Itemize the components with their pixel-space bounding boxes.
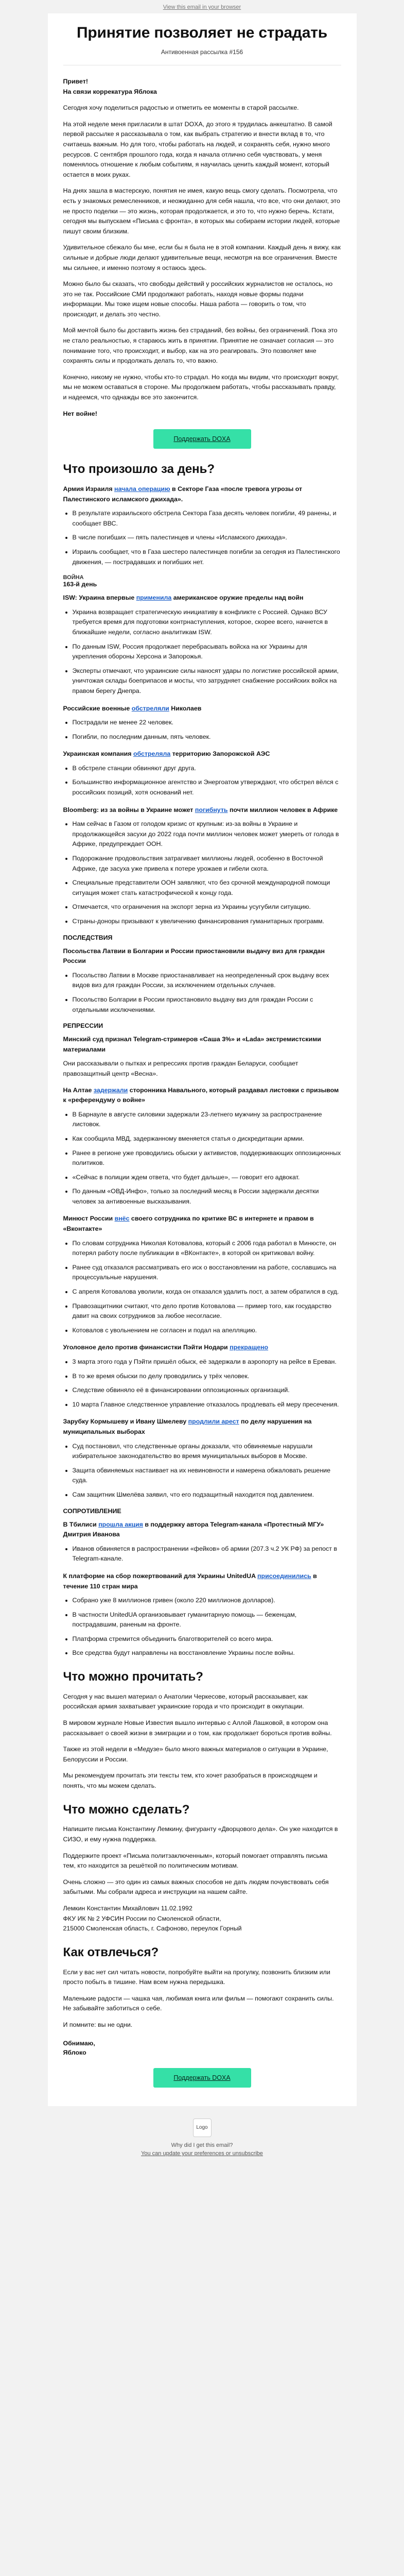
- news-headline: [63, 1520, 341, 1540]
- distract-paragraph: Если у вас нет сил читать новости, попробуйте выйти на прогулку, позвонить близким или просто побыть в тишине. Нам всем нужна передышка.: [63, 1968, 330, 1986]
- news-link[interactable]: продлили арест: [188, 1418, 239, 1426]
- list-item: • Суд постановил, что следственные органы доказали, что обвиняемые нарушали избирательное законодательство во время муниципальных выборов в Москве.: [73, 1442, 341, 1462]
- news-headline-rest: сторонника Навального, который раздавал листовки с призывом к «референдуму о войне»: [63, 1086, 339, 1104]
- footer-text: [0, 2141, 404, 2158]
- support-doxa-button[interactable]: Поддержать DOXA: [153, 429, 251, 449]
- list-item: • Котовалов с увольнением не согласен и подал на апелляцию.: [73, 1326, 341, 1336]
- list-item: • Специальные представители ООН заявляют, что без срочной международной помощи ситуация может стать катастрофической к концу года.: [73, 878, 341, 898]
- intro-paragraph: На днях зашла в мастерскую, понятия не имея, какую вещь смогу сделать. Посмотрела, что есть у знакомых ремесленников, и неожиданно для себя нашла, что все, что они делают, это не просто поделки — это жизнь, которая продолжается, и это то, что нужно беречь. Кстати, сегодня мы выпускаем «Письма с фронта», в которых мы собираем истории людей, которые пишут своим близким.: [63, 187, 340, 235]
- list-item: • Как сообщила МВД, задержанному вменяется статья о дискредитации армии.: [73, 1134, 341, 1144]
- news-bullets-isw: [73, 607, 341, 697]
- list-item: • По словам сотрудника Николая Котовалова, который с 2006 года работал в Минюсте, он потерял работу после публикации в «ВКонтакте», в которой он критиковал войну.: [73, 1239, 341, 1259]
- news-headline-bold: Уголовное дело против финансистки Пэйти Нодари: [63, 1344, 228, 1351]
- view-in-browser: [0, 0, 404, 13]
- news-headline: [63, 1343, 341, 1353]
- news-bullets-gaza: [73, 509, 341, 567]
- news-headline: [63, 1214, 341, 1234]
- issue-number: Антивоенная рассылка #156: [161, 48, 243, 56]
- news-link[interactable]: прекращено: [230, 1344, 269, 1351]
- list-item: • Защита обвиняемых настаивает на их невиновности и намерена обжаловать решение суда.: [73, 1466, 341, 1486]
- do-paragraph: Очень сложно — это один из самых важных способов не дать людям почувствовать себя забытыми. Мы собрали адреса и инструкции на нашем сайте.: [63, 1878, 329, 1896]
- news-bullets-altai: [73, 1110, 341, 1207]
- section-title-what-read: Что можно прочитать?: [63, 1670, 203, 1684]
- news-bullets-nikolaev: [73, 718, 341, 742]
- war-counter-label: ВОЙНА: [63, 574, 84, 581]
- war-counter-value: 163-й день: [63, 581, 97, 588]
- news-link[interactable]: прошла акция: [98, 1520, 143, 1528]
- list-item: • В результате израильского обстрела Сектора Газа десять человек погибли, 49 ранены, и сообщает ВВС.: [73, 509, 341, 529]
- news-headline-rest: в течение 110 стран мира: [63, 1572, 317, 1590]
- list-item: • В числе погибших — пять палестинцев и члены «Исламского джихада».: [73, 533, 341, 543]
- news-paragraph: Они рассказывали о пытках и репрессиях против граждан Беларуси, сообщает правозащитный центр «Весна».: [63, 1060, 298, 1077]
- list-item: • В обстреле станции обвиняют друг друга.: [73, 764, 341, 774]
- section-title-what-happened: Что произошло за день?: [63, 462, 215, 477]
- intro-paragraph: Конечно, никому не нужно, чтобы кто-то страдал. Но когда мы видим, что происходит вокруг, мы не можем оставаться в стороне. Мы продолжаем работать, чтобы рассказывать правду, и надеемся, что однажды все это закончится.: [63, 373, 339, 401]
- postal-address: [63, 1904, 341, 1934]
- list-item: • Израиль сообщает, что в Газа шестеро палестинцев погибли за сегодня из Палестинского движения, — пострадавших и погибших нет.: [73, 547, 341, 567]
- news-link[interactable]: применила: [136, 594, 172, 602]
- news-headline: [63, 1571, 341, 1591]
- newsletter-card: [48, 13, 357, 2106]
- list-item: • «Сейчас в полиции ждем ответа, что будет дальше», — говорит его адвокат.: [73, 1173, 341, 1183]
- footer: [0, 2106, 404, 2174]
- newsletter-title: Принятие позволяет не страдать: [77, 24, 327, 41]
- section-title-distract: Как отвлечься?: [63, 1945, 159, 1959]
- read-paragraph: Также из этой недели в «Медузе» было много важных материалов о ситуации в Украине, Белоруссии и России.: [63, 1745, 328, 1763]
- intro-paragraph: На этой неделе меня пригласили в штат DOXA, до этого я трудилась анкештатно. В самой первой рассылке я рассказывала о том, как выбрать стратегию и внести вклад в то, что считаешь важным. Но для того, чтобы работать на людей, и сохранять себя, нужно много ресурсов. С сентября прошлого года, когда я начала отлично себя чувствовать, у меня поменялось отношение к любым событиям, я научилась ценить каждый момент, который остается в моих руках.: [63, 120, 332, 178]
- read-paragraph: Мы рекомендуем прочитать эти тексты тем, кто хочет разобраться в происходящем и понять, что мы можем сделать.: [63, 1772, 318, 1790]
- list-item: • Пострадали не менее 22 человек.: [73, 718, 341, 728]
- news-bullets-africa: [73, 819, 341, 926]
- news-headline-rest: в Секторе Газа «после тревога угрозы от Палестинского исламского джихада».: [63, 485, 303, 503]
- list-item: • Все средства будут направлены на восстановление Украины после войны.: [73, 1648, 341, 1658]
- list-item: • Платформа стремится объединить благотворителей со всего мира.: [73, 1634, 341, 1645]
- support-button-wrap-bottom: [63, 2068, 341, 2088]
- news-headline-bold: Зарубку Кормышеву и Ивану Шмелеву: [63, 1418, 187, 1426]
- footer-line-1: Why did I get this email?: [171, 2142, 233, 2148]
- intro-paragraph: Сегодня хочу поделиться радостью и отметить ее моменты в старой рассылке.: [63, 104, 299, 112]
- news-headline: [63, 593, 341, 603]
- news-headline: [63, 484, 341, 504]
- read-paragraph: В мировом журнале Новые Известия вышло интервью с Аллой Лашковой, в котором она рассказывает о своей жизни в эмиграции и о том, как продолжает бороться против войны.: [63, 1719, 332, 1737]
- news-link[interactable]: задержали: [93, 1086, 128, 1094]
- view-in-browser-link[interactable]: View this email in your browser: [163, 4, 241, 10]
- do-paragraph: Поддержите проект «Письма политзаключенным», который помогает отправлять письма тем, кто находится за решёткой по политическим мотивам.: [63, 1852, 328, 1870]
- read-paragraph: Сегодня у нас вышел материал о Анатолии Черкесове, который рассказывает, как российская армия захватывает украинские города и что происходит в оккупации.: [63, 1692, 308, 1710]
- list-item: • Правозащитники считают, что дело против Котовалова — пример того, как государство давит на своих сотрудников за любое несогласие.: [73, 1301, 341, 1321]
- news-link[interactable]: погибнуть: [195, 806, 228, 814]
- address-line-2: 215000 Смоленская область, г. Сафоново, переулок Горный: [63, 1925, 242, 1933]
- news-headline-rest: в поддержку автора Telegram-канала «Протестный МГУ» Дмитрия Иванова: [63, 1520, 324, 1538]
- address-name: Лемкин Константин Михайлович 11.02.1992: [63, 1904, 192, 1912]
- news-bullets-municipal: [73, 1442, 341, 1500]
- support-doxa-button-bottom[interactable]: Поддержать DOXA: [153, 2068, 251, 2088]
- list-item: • В частности UnitedUA организовывает гуманитарную помощь — беженцам, пострадавшим, раненым на фронте.: [73, 1610, 341, 1630]
- news-headline: [63, 1086, 341, 1106]
- news-bullets-unitedua: [73, 1596, 341, 1658]
- footer-line-2: [0, 2149, 404, 2158]
- list-item: • В Барнауле в августе силовики задержали 23-летнего мужчину за распространение листовок.: [73, 1110, 341, 1130]
- news-headline-bold: К платформе на сбор пожертвований для Украины UnitedUA: [63, 1572, 256, 1580]
- intro-paragraph: Удивительное сбежало бы мне, если бы я была не в этой компании. Каждый день я вижу, как сильные и добрые люди делают удивительные вещи, несмотря на все ограничения. Вместе мы сильнее, и именно поэтому я остаюсь здесь.: [63, 244, 341, 272]
- distract-paragraph: И помните: вы не одни.: [63, 2021, 133, 2028]
- support-button-wrap: [63, 429, 341, 449]
- news-headline: [63, 749, 341, 759]
- news-headline: Минский суд признал Telegram-стримеров «Саша 3%» и «Lada» экстремистскими материалами: [63, 1036, 321, 1053]
- news-headline-rest: американское оружие пределы над войн: [173, 594, 304, 602]
- list-item: • Следствие обвиняло её в финансировании оппозиционных организаций.: [73, 1385, 341, 1396]
- no-war-line: Нет войне!: [63, 410, 97, 417]
- news-headline-bold: Минюст России: [63, 1215, 113, 1223]
- list-item: • Посольство Болгарии в России приостановило выдачу виз для граждан России с отдельными исключениями.: [73, 995, 341, 1015]
- news-bullets-tbilisi: [73, 1544, 341, 1564]
- news-link[interactable]: начала операцию: [114, 485, 170, 493]
- list-item: • Нам сейчас в Газом от голодом кризис от крупным: из-за войны в Украине и продолжающейся засухи до 2022 года почти миллион человек может умереть от голода в Африке, предупреждает ООН.: [73, 819, 341, 850]
- news-headline: [63, 1417, 341, 1437]
- list-item: • Эксперты отмечают, что украинские силы наносят удары по логистике российской армии, уничтожая склады боеприпасов и мосты, что затрудняет снабжение российских войск на правом берегу Днепра.: [73, 666, 341, 697]
- from-line: На связи коррекатура Яблока: [63, 88, 157, 95]
- intro-paragraph: Мой мечтой было бы доставить жизнь без страданий, без войны, без ограничений. Пока это не стало реальностью, я стараюсь жить в принятии. Принятие не означает согласия — это понимание того, что происходит, и выбор, как на это реагировать. Это позволяет мне сохранять силы и продолжать делать то, что важно.: [63, 327, 338, 365]
- list-item: • Страны-доноры призывают к увеличению финансирования гуманитарных программ.: [73, 917, 341, 927]
- news-link[interactable]: внёс: [114, 1215, 130, 1223]
- news-bullets-minjust: [73, 1239, 341, 1336]
- news-headline: Посольства Латвии в Болгарии и России приостановили выдачу виз для граждан России: [63, 947, 325, 965]
- news-headline-rest: по делу нарушения на муниципальных выборах: [63, 1418, 312, 1435]
- news-headline: [63, 805, 341, 816]
- list-item: • Ранее суд отказался рассматривать его иск о восстановлении на работе, сославшись на процессуальные нарушения.: [73, 1263, 341, 1283]
- signature-name: Яблоко: [63, 2049, 86, 2057]
- address-line-1: ФКУ ИК № 2 УФСИН России по Смоленской области,: [63, 1914, 221, 1922]
- signature-line: Обнимаю,: [63, 2039, 95, 2047]
- news-link[interactable]: обстреляли: [131, 704, 169, 712]
- do-paragraph: Напишите письма Константину Лемкину, фигуранту «Дворцового дела». Он уже находится в СИЗО, и ему нужна поддержка.: [63, 1825, 338, 1843]
- subsection-title-resistance: СОПРОТИВЛЕНИЕ: [63, 1507, 121, 1515]
- news-headline-rest: почти миллион человек в Африке: [230, 806, 338, 814]
- list-item: • По данным «ОВД-Инфо», только за последний месяц в России задержали десятки человек за антивоенные высказывания.: [73, 1187, 341, 1207]
- list-item: • В то же время обыски по делу проводились у трёх человек.: [73, 1371, 341, 1382]
- news-link[interactable]: обстреляла: [133, 750, 171, 758]
- greeting: Привет!: [63, 78, 88, 85]
- news-headline-rest: Николаев: [171, 704, 202, 712]
- masthead: [63, 24, 341, 65]
- news-headline-bold: Bloomberg: из за войны в Украине может: [63, 806, 194, 814]
- subsection-title-repressions: РЕПРЕССИИ: [63, 1022, 103, 1030]
- signature: [63, 2039, 341, 2058]
- list-item: • 10 марта Главное следственное управление отказалось продлевать ей меру пресечения.: [73, 1400, 341, 1410]
- list-item: • Украина возвращает стратегическую инициативу в конфликте с Россией. Однако ВСУ требуется время для подготовки контрнаступления, которое, скорее всего, начнется в ближайшие недели, согласно аналитикам ISW.: [73, 607, 341, 638]
- list-item: • Сам защитник Шмелёва заявил, что его подзащитный находится под давлением.: [73, 1490, 341, 1500]
- list-item: • Отмечается, что ограничения на экспорт зерна из Украины усугубили ситуацию.: [73, 902, 341, 912]
- list-item: • Посольство Латвии в Москве приостанавливает на неопределенный срок выдачу всех видов виз для граждан России, за исключением отдельных случаев.: [73, 971, 341, 991]
- news-headline-bold: В Тбилиси: [63, 1520, 97, 1528]
- section-title-what-do: Что можно сделать?: [63, 1802, 190, 1817]
- logo-icon: Logo: [193, 2119, 212, 2137]
- intro-paragraph: Можно было бы сказать, что свободы действий у российских журналистов не осталось, но это не так. Российские СМИ продолжают работать, находя новые формы подачи информации. Мы тоже ищем новые способы. Наша работа — говорить о том, что происходит, и делать это честно.: [63, 280, 333, 318]
- news-headline-bold: ISW: Украина впервые: [63, 594, 135, 602]
- news-headline-bold: Украинская компания: [63, 750, 132, 758]
- distract-paragraph: Маленькие радости — чашка чая, любимая книга или фильм — помогают сохранить силы. Не забывайте заботиться о себе.: [63, 1994, 334, 2012]
- list-item: • Собрано уже 8 миллионов гривен (около 220 миллионов долларов).: [73, 1596, 341, 1606]
- news-headline-bold: На Алтае: [63, 1086, 92, 1094]
- news-link[interactable]: присоединились: [257, 1572, 311, 1580]
- subsection-title-consequences: ПОСЛЕДСТВИЯ: [63, 934, 113, 941]
- list-item: • С апреля Котовалова уволили, когда он отказался удалить пост, а затем обратился в суд.: [73, 1287, 341, 1297]
- unsubscribe-link[interactable]: You can update your preferences or unsubscribe: [141, 2150, 263, 2157]
- news-headline-rest: своего сотрудника по критике ВС в интернете и правом в «Вконтакте»: [63, 1215, 314, 1233]
- list-item: • Иванов обвиняется в распространении «фейков» об армии (207.3 ч.2 УК РФ) за репост в Telegram-канале.: [73, 1544, 341, 1564]
- news-bullets-financier: [73, 1357, 341, 1410]
- news-headline-rest: территорию Запорожской АЭС: [172, 750, 270, 758]
- list-item: • По данным ISW, Россия продолжает перебрасывать войска на юг Украины для укрепления обороны Херсона и Запорожья.: [73, 642, 341, 662]
- list-item: • Подорожание продовольствия затрагивает миллионы людей, особенно в Восточной Африке, где засуха уже привела к потере урожаев и гибели скота.: [73, 854, 341, 874]
- news-bullets-zaes: [73, 764, 341, 798]
- list-item: • Большинство информационное агентство и Энергоатом утверждают, что обстрел вёлся с российских позиций, хотя оснований нет.: [73, 777, 341, 798]
- list-item: • 3 марта этого года у Пэйти пришёл обыск, её задержали в аэропорту на рейсе в Ереван.: [73, 1357, 341, 1367]
- news-headline: [63, 704, 341, 714]
- list-item: • Ранее в регионе уже проводились обыски у активистов, поддерживающих оппозиционных политиков.: [73, 1148, 341, 1168]
- news-headline-bold: Российские военные: [63, 704, 130, 712]
- list-item: • Погибли, по последним данным, пять человек.: [73, 732, 341, 742]
- news-headline-bold: Армия Израиля: [63, 485, 113, 493]
- news-bullets-visas: [73, 971, 341, 1015]
